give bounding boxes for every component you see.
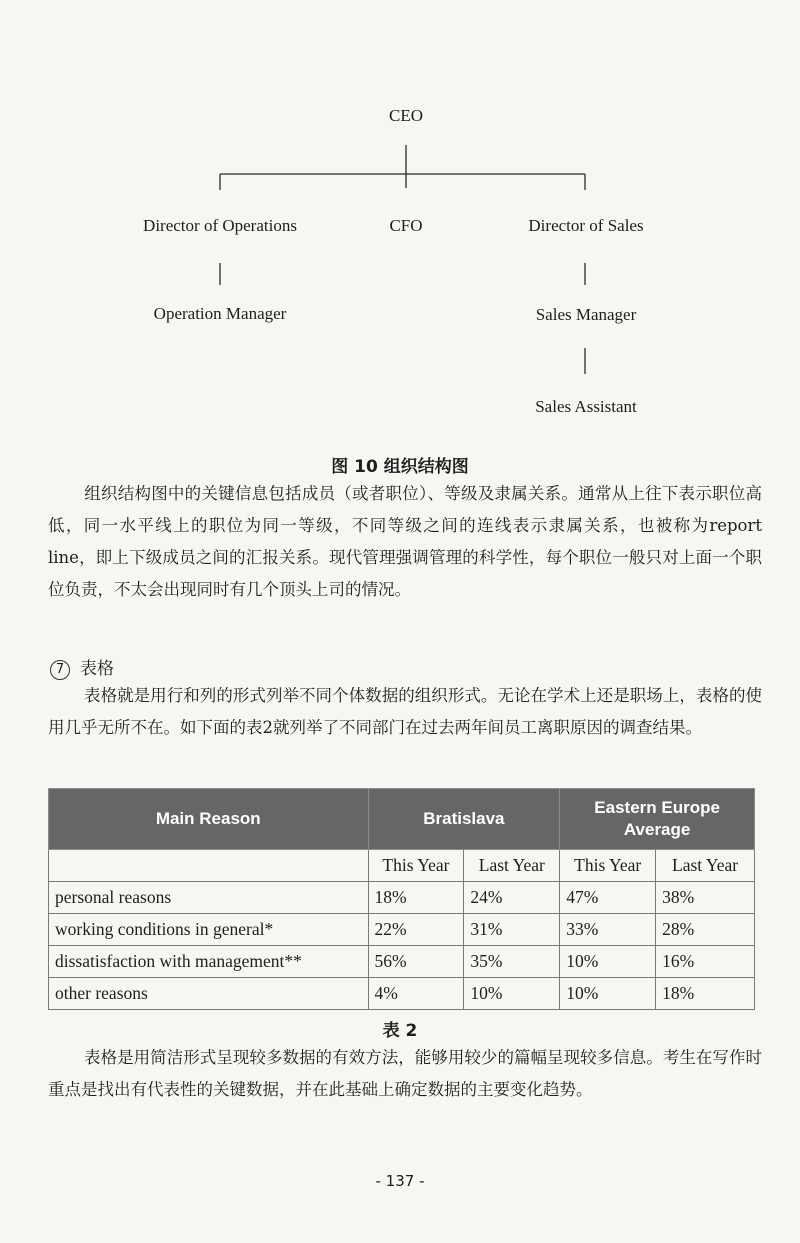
- paragraph-org-chart: 组织结构图中的关键信息包括成员（或者职位）、等级及隶属关系。通常从上往下表示职位高低，同一水平线上的职位为同一等级，不同等级之间的连线表示隶属关系，也被称为report line，即上下级成员之间的汇报关系。现代管理强调管理的科学性，每个职位一般只对上面一个职位负责，不太会出现同时有几个顶头上司的情况。: [48, 484, 762, 599]
- value-cell: 47%: [560, 882, 656, 914]
- section-heading: [50, 654, 114, 680]
- page-number: - 137 -: [375, 1172, 425, 1190]
- value-cell: 33%: [560, 914, 656, 946]
- table-row: [49, 978, 755, 1010]
- value-cell: 22%: [368, 914, 464, 946]
- header-main-reason: Main Reason: [49, 789, 369, 850]
- subheader-this-year: This Year: [560, 850, 656, 882]
- subheader-last-year: Last Year: [656, 850, 755, 882]
- reason-cell: other reasons: [49, 978, 369, 1010]
- reason-cell: dissatisfaction with management**: [49, 946, 369, 978]
- value-cell: 16%: [656, 946, 755, 978]
- header-eastern-europe: Eastern Europe Average: [560, 789, 755, 850]
- director-sales-node: Director of Sales: [528, 216, 644, 235]
- value-cell: 10%: [560, 978, 656, 1010]
- ceo-node: CEO: [389, 106, 423, 125]
- value-cell: 28%: [656, 914, 755, 946]
- sales-assistant-node: Sales Assistant: [535, 397, 637, 416]
- figure-caption: 图 10 组织结构图: [331, 457, 469, 477]
- sales-manager-node: Sales Manager: [535, 305, 637, 324]
- table-header-row: [49, 789, 755, 850]
- org-chart: [0, 0, 800, 440]
- cfo-node: CFO: [389, 216, 423, 235]
- value-cell: 10%: [560, 946, 656, 978]
- table-row: [49, 946, 755, 978]
- value-cell: 38%: [656, 882, 755, 914]
- section-number: 7: [50, 660, 70, 680]
- subheader-empty: [49, 850, 369, 882]
- value-cell: 18%: [656, 978, 755, 1010]
- value-cell: 18%: [368, 882, 464, 914]
- subheader-this-year: This Year: [368, 850, 464, 882]
- reason-cell: working conditions in general*: [49, 914, 369, 946]
- value-cell: 10%: [464, 978, 560, 1010]
- header-bratislava: Bratislava: [368, 789, 560, 850]
- table-row: [49, 914, 755, 946]
- table-caption: 表 2: [382, 1021, 418, 1041]
- subheader-last-year: Last Year: [464, 850, 560, 882]
- value-cell: 31%: [464, 914, 560, 946]
- table-row: [49, 882, 755, 914]
- operation-manager-node: Operation Manager: [153, 304, 287, 323]
- paragraph-table-intro: 表格就是用行和列的形式列举不同个体数据的组织形式。无论在学术上还是职场上，表格的使用几乎无所不在。如下面的表2就列举了不同部门在过去两年间员工离职原因的调查结果。: [48, 686, 762, 737]
- director-operations-node: Director of Operations: [143, 216, 297, 235]
- reasons-table: [48, 788, 755, 1010]
- section-title: 表格: [80, 659, 114, 679]
- value-cell: 4%: [368, 978, 464, 1010]
- value-cell: 24%: [464, 882, 560, 914]
- value-cell: 56%: [368, 946, 464, 978]
- reason-cell: personal reasons: [49, 882, 369, 914]
- value-cell: 35%: [464, 946, 560, 978]
- table-subheader-row: [49, 850, 755, 882]
- paragraph-table-summary: 表格是用简洁形式呈现较多数据的有效方法，能够用较少的篇幅呈现较多信息。考生在写作时重点是找出有代表性的关键数据，并在此基础上确定数据的主要变化趋势。: [48, 1048, 762, 1099]
